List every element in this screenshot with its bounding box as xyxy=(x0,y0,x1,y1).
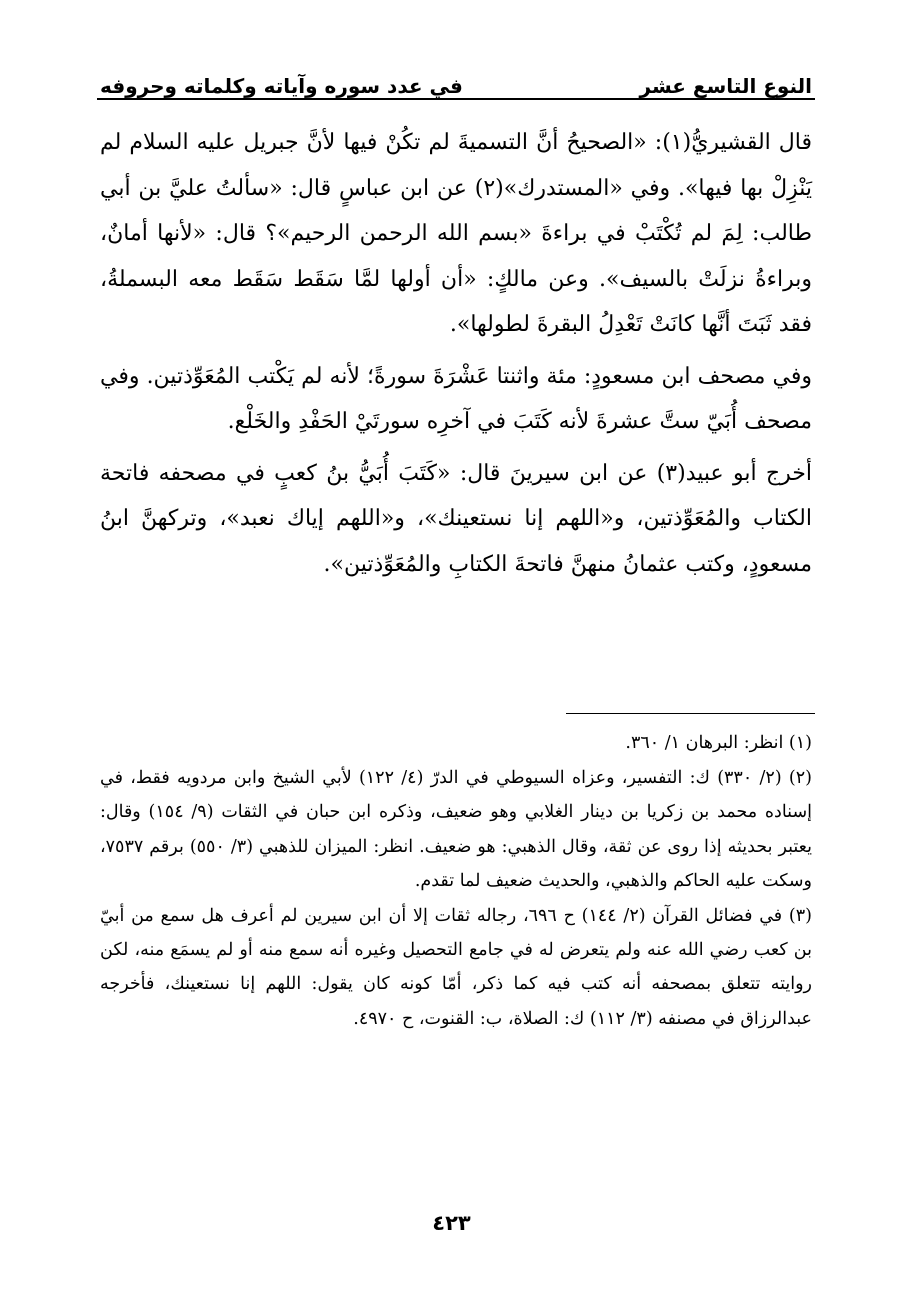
paragraph-1: قال القشيريُّ(١): «الصحيحُ أنَّ التسميةَ لم تكُنْ فيها لأنَّ جبريل عليه السلام لم يَنْزِلْ بها فيها». وفي «المستدرك»(٢) عن ابن عباسٍ قال: «سألتُ عليَّ بن أبي طالب: لِمَ لم تُكْتَبْ في براءةَ «بسم الله الرحمن الرحيم»؟ قال: «لأنها أمانٌ، وبراءةُ نزلَتْ بالسيف». وعن مالكٍ: «أن أولها لمَّا سَقَط سَقَط معه البسملةُ، فقد ثَبَتَ أنَّها كانَتْ تَعْدِلُ البقرةَ لطولها». xyxy=(100,130,812,337)
paragraph-2: وفي مصحف ابن مسعودٍ: مئة واثنتا عَشْرَةَ سورةً؛ لأنه لم يَكْتب المُعَوِّذتين. وفي مصحف أُبَيّ ستَّ عشرةَ لأنه كَتَبَ في آخرِه سورتَيْ الحَفْدِ والخَلْع. xyxy=(100,363,812,434)
footnote-3: (٣) في فضائل القرآن (٢/ ١٤٤) ح ٦٩٦، رجاله ثقات إلا أن ابن سيرين لم أعرف هل سمع من أبيّ بن كعب رضي الله عنه ولم يتعرض له في جامع التحصيل وغيره أنه سمع منه أو لم يسمَع منه، لكن روايته تتعلق بمصحفه أنه كتب فيه كما ذكر، أمّا كونه كان يقول: اللهم إنا نستعينك، فأخرجه عبدالرزاق في مصنفه (٣/ ١١٢) ك: الصلاة، ب: القنوت، ح ٤٩٧٠. xyxy=(100,906,812,1029)
footnotes xyxy=(100,726,812,1037)
running-header xyxy=(100,50,812,96)
footnote-separator xyxy=(566,713,815,714)
footnote-2: (٢) (٢/ ٣٣٠) ك: التفسير، وعزاه السيوطي في الدرّ (٤/ ١٢٢) لأبي الشيخ وابن مردويه فقط، في إسناده محمد بن زكريا بن دينار الغلابي وهو ضعيف، وذكره ابن حبان في الثقات (٩/ ١٥٤) وقال: يعتبر بحديثه إذا روى عن ثقة، وقال الذهبي: هو ضعيف. انظر: الميزان للذهبي (٣/ ٥٥٠) برقم ٧٥٣٧، وسكت عليه الحاكم والذهبي، والحديث ضعيف لما تقدم. xyxy=(100,768,812,891)
section-title: في عدد سوره وآياته وكلماته وحروفه xyxy=(100,74,463,98)
main-text xyxy=(100,120,812,593)
page-number: ٤٢٣ xyxy=(432,1211,471,1235)
header-rule xyxy=(97,98,815,100)
chapter-title: النوع التاسع عشر xyxy=(639,74,812,98)
footnote-1: (١) انظر: البرهان ١/ ٣٦٠. xyxy=(625,733,812,753)
paragraph-3: أخرج أبو عبيد(٣) عن ابن سيرينَ قال: «كَتَبَ أُبَيُّ بنُ كعبٍ في مصحفه فاتحة الكتاب والمُعَوِّذتين، و«اللهم إنا نستعينك»، و«اللهم إياك نعبد»، وتركهنَّ ابنُ مسعودٍ، وكتب عثمانُ منهنَّ فاتحةَ الكتابِ والمُعَوِّذتين». xyxy=(100,460,812,577)
